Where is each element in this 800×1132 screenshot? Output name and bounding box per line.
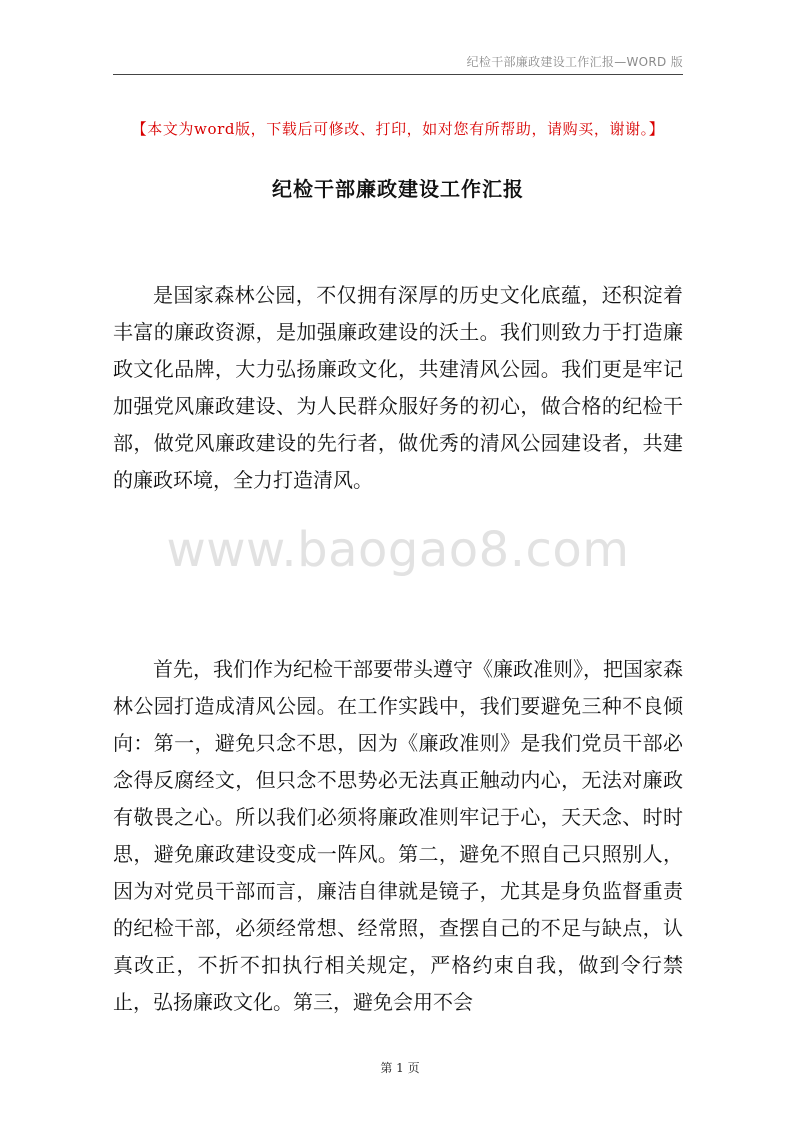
header-rule [113,74,683,75]
watermark: www.baogao8.com [166,522,630,578]
running-header: 纪检干部廉政建设工作汇报—WORD 版 [466,55,683,69]
document-title: 纪检干部廉政建设工作汇报 [272,177,524,201]
purchase-notice: 【本文为word版，下载后可修改、打印，如对您有所帮助，请购买，谢谢。】 [131,120,665,138]
body-paragraph-2: 首先，我们作为纪检干部要带头遵守《廉政准则》，把国家森林公园打造成清风公园。在工作实践中，我们要避免三种不良倾向：第一，避免只念不思，因为《廉政准则》是我们党员干部必念得反腐经文，但只念不思势必无法真正触动内心，无法对廉政有敬畏之心。所以我们必须将廉政准则牢记于心，天天念、时时思，避免廉政建设变成一阵风。第二，避免不照自己只照别人，因为对党员干部而言，廉洁自律就是镜子，尤其是身负监督重责的纪检干部，必须经常想、经常照，查摆自己的不足与缺点，认真改正，不折不扣执行相关规定，严格约束自我，做到令行禁止，弘扬廉政文化。第三，避免会用不会 [113,657,683,1014]
page-number: 第 1 页 [380,1061,420,1075]
body-paragraph-1: 是国家森林公园，不仅拥有深厚的历史文化底蕴，还积淀着丰富的廉政资源，是加强廉政建设的沃土。我们则致力于打造廉政文化品牌，大力弘扬廉政文化，共建清风公园。我们更是牢记加强党风廉政建设、为人民群众服好务的初心，做合格的纪检干部，做党风廉政建设的先行者，做优秀的清风公园建设者，共建的廉政环境，全力打造清风。 [113,283,683,492]
